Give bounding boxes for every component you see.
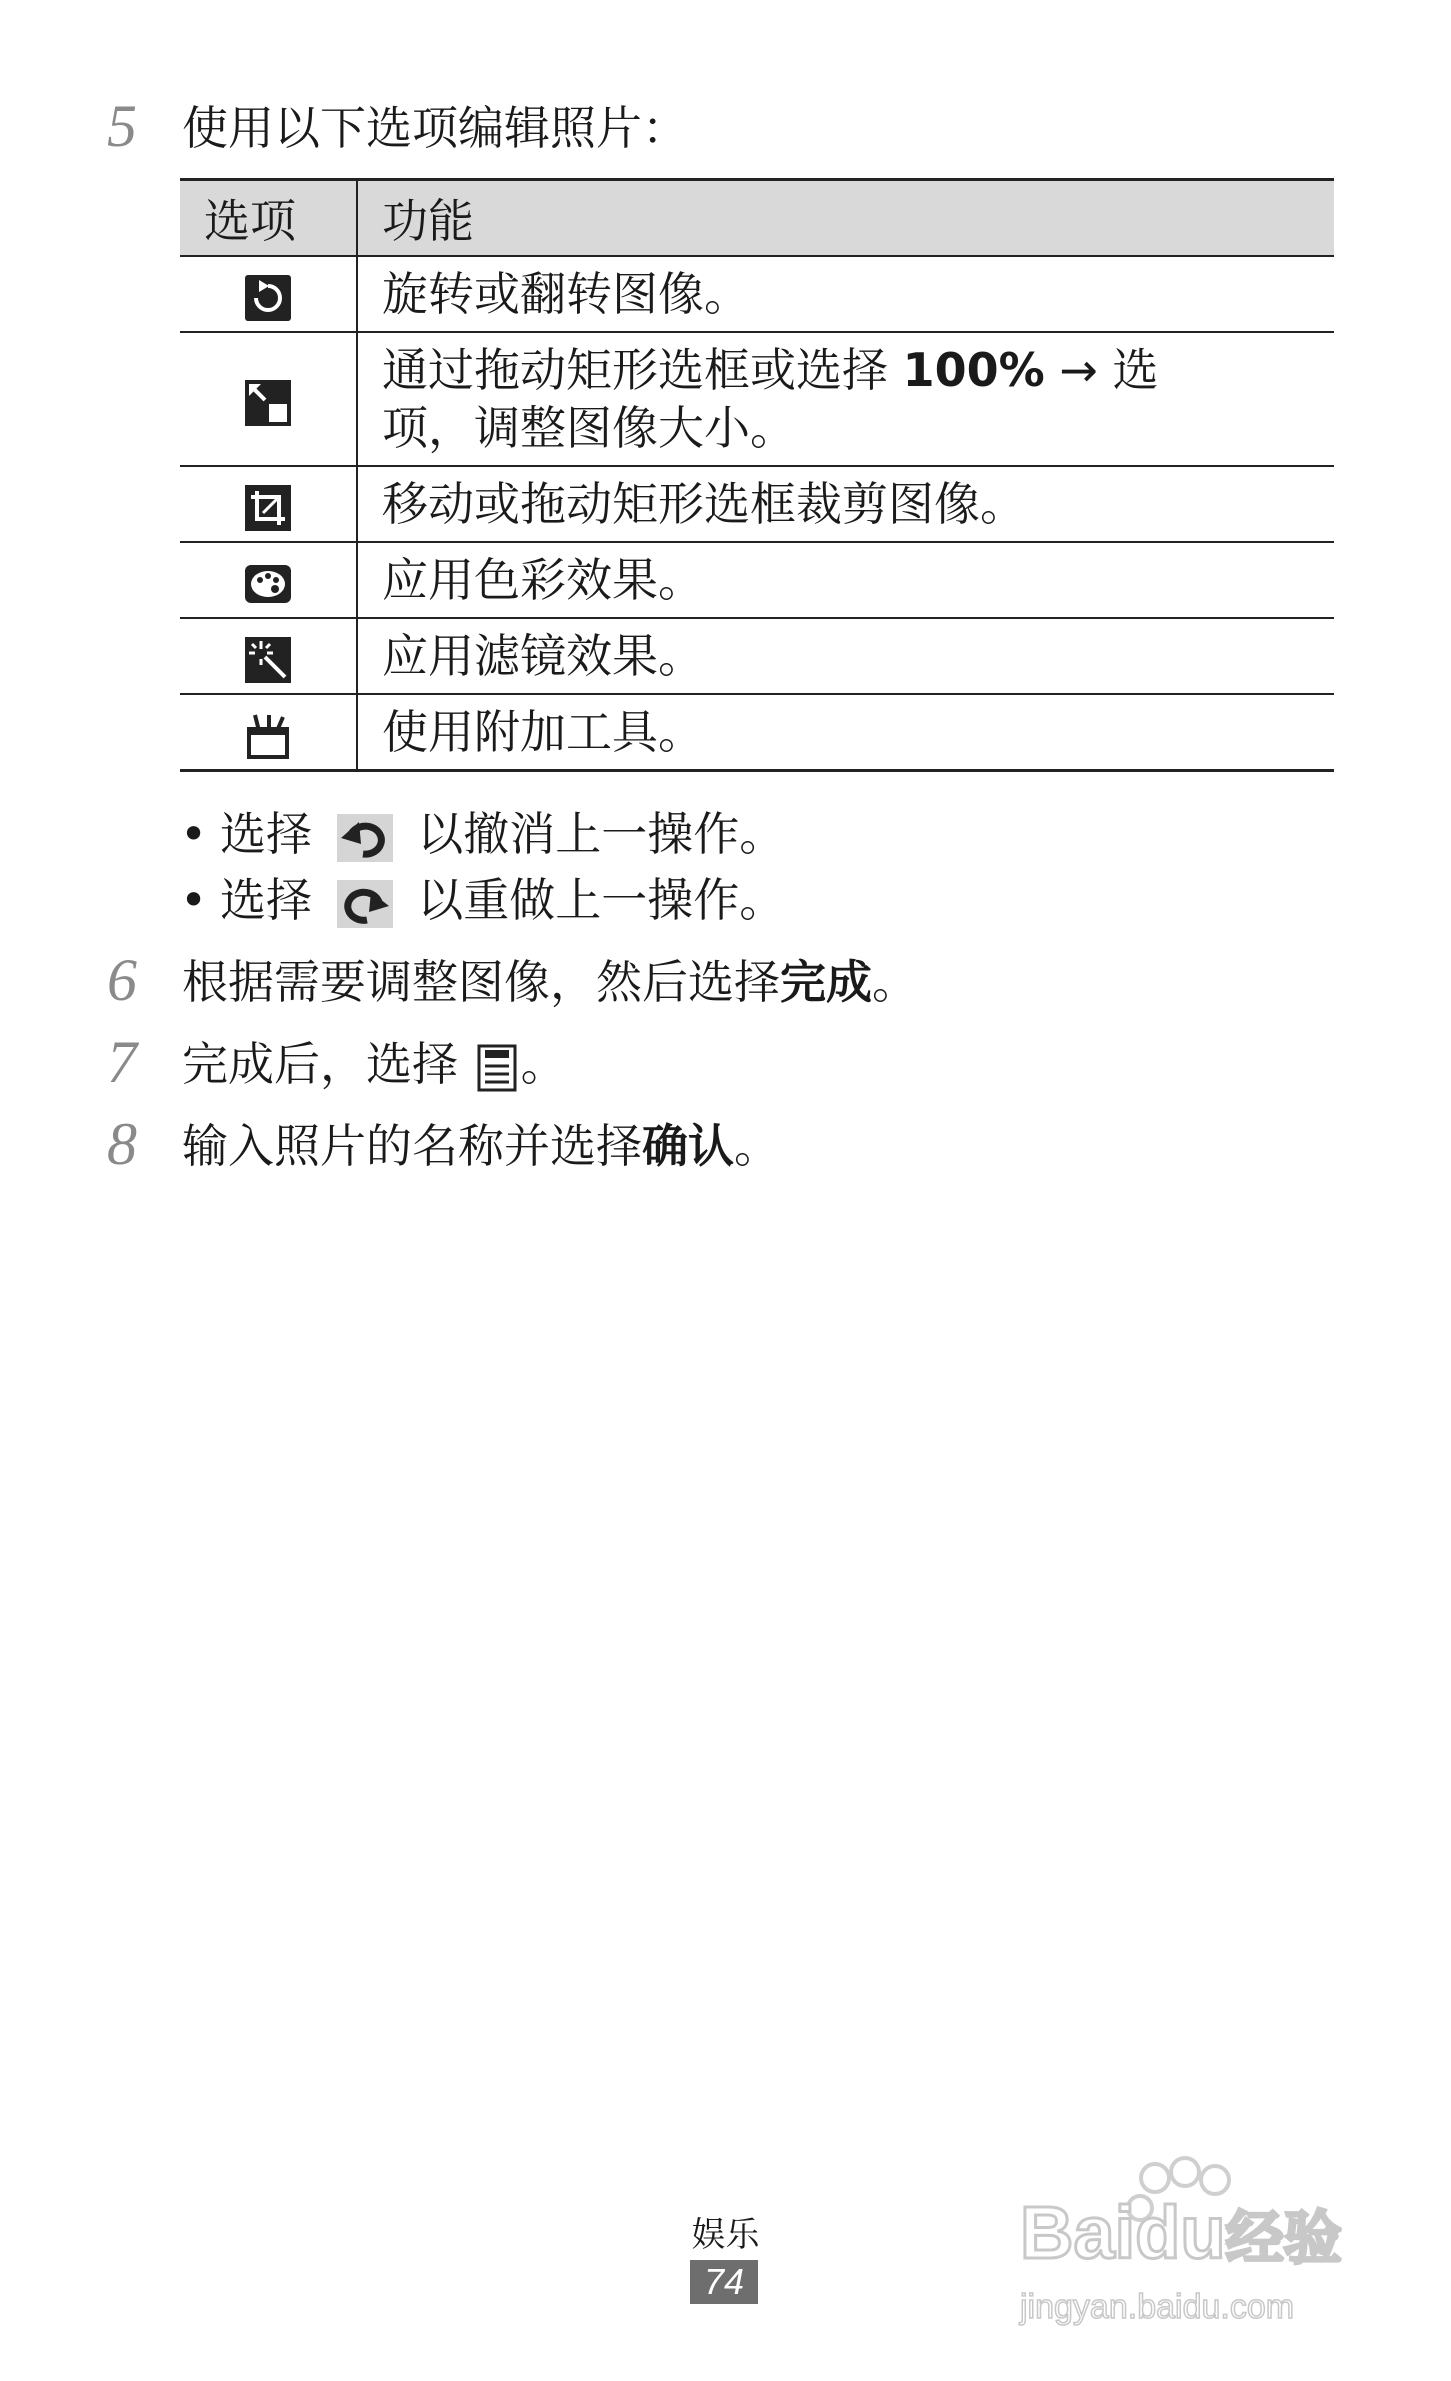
step-text: 完成后，选择 [182,1037,458,1091]
options-table [180,178,1334,772]
table-row [180,466,1334,542]
table-row [180,332,1334,466]
table-row [180,542,1334,618]
baidu-watermark [1020,2150,1420,2340]
step-text: 根据需要调整图像，然后选择 [182,955,780,1009]
table-row [180,618,1334,694]
watermark-url: jingyan.baidu.com [1020,2288,1295,2326]
row-text: 使用附加工具。 [357,694,1334,771]
step-number: 7 [107,1029,137,1095]
save-icon[interactable] [477,1044,517,1092]
row-text-line2: 项，调整图像大小。 [382,401,796,455]
step-text: 使用以下选项编辑照片： [182,101,688,155]
step-number: 6 [107,947,137,1013]
page-number: 74 [690,2260,758,2304]
watermark-brand: Bai [1020,2191,1136,2274]
palette-icon[interactable] [237,561,299,607]
filter-wand-icon[interactable] [245,637,291,683]
row-text-line1: 通过拖动矩形选框或选择 100% → 选 [382,343,1159,397]
bullet-redo: • 选择 以重做上一操作。 [180,873,786,927]
done-option: 完成 [780,955,872,1009]
percent-option: 100% [902,343,1045,397]
watermark-brand-cn: 经验 [1225,2206,1342,2271]
crop-icon[interactable] [245,485,291,531]
redo-icon[interactable] [337,880,393,928]
row-text: 应用滤镜效果。 [357,618,1334,694]
rotate-icon[interactable] [245,275,291,321]
row-text: 旋转或翻转图像。 [357,256,1334,332]
step-text: 输入照片的名称并选择 [182,1119,642,1173]
table-row [180,694,1334,771]
watermark-brand-du: du [1135,2191,1226,2274]
step-number: 5 [107,93,137,159]
header-function: 功能 [357,180,1334,257]
step-number: 8 [107,1111,137,1177]
table-header-row [180,180,1334,257]
bullet-undo: • 选择 以撤消上一操作。 [180,807,786,861]
confirm-option: 确认 [642,1119,734,1173]
table-row [180,256,1334,332]
section-name: 娱乐 [691,2215,760,2255]
resize-icon[interactable] [245,380,291,426]
undo-icon[interactable] [337,814,393,862]
tools-icon[interactable] [245,713,291,759]
header-option: 选项 [180,180,357,257]
row-text: 移动或拖动矩形选框裁剪图像。 [357,466,1334,542]
row-text: 应用色彩效果。 [357,542,1334,618]
